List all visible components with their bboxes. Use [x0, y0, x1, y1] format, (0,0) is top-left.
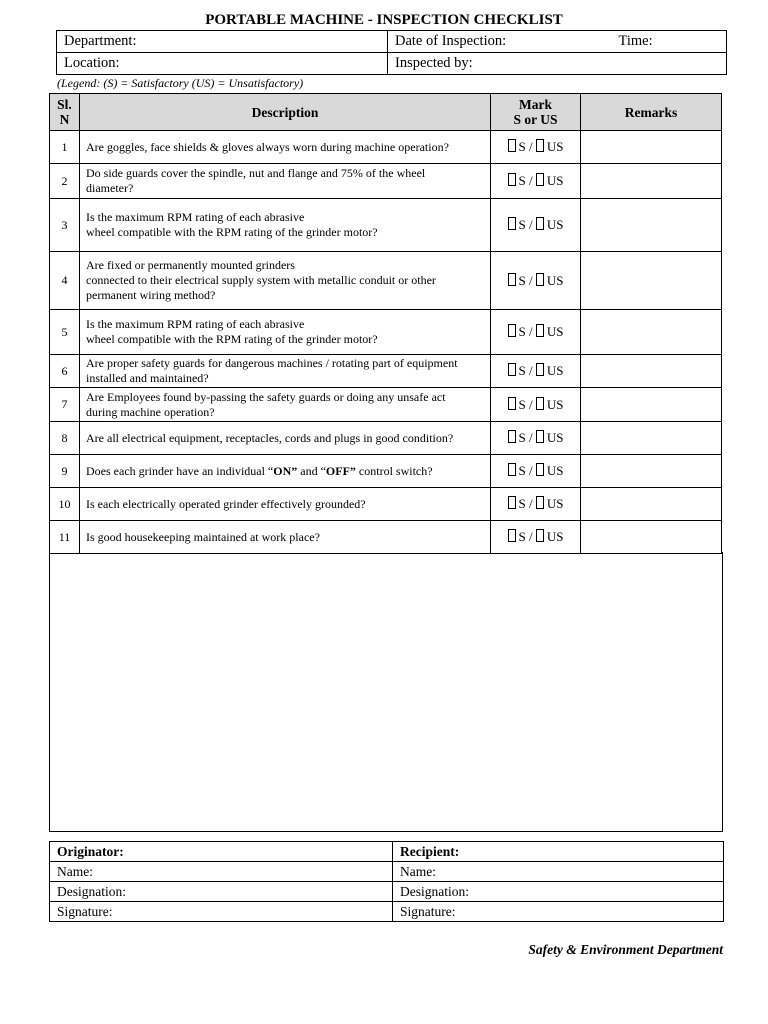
- row-description: [80, 355, 491, 388]
- remarks-cell[interactable]: [581, 422, 722, 455]
- row-description: [80, 521, 491, 554]
- unsatisfactory-checkbox[interactable]: [536, 139, 544, 152]
- location-field[interactable]: Location:: [57, 53, 388, 75]
- row-description: [80, 199, 491, 252]
- unsatisfactory-label: US: [546, 529, 564, 544]
- mark-cell: [491, 455, 581, 488]
- row-description: [80, 488, 491, 521]
- remarks-cell[interactable]: [581, 488, 722, 521]
- row-number: 9: [50, 455, 80, 488]
- row-description: [80, 164, 491, 199]
- originator-designation-field[interactable]: Designation:: [50, 882, 393, 902]
- satisfactory-label: S /: [518, 139, 533, 154]
- satisfactory-checkbox[interactable]: [508, 139, 516, 152]
- description-line: Are proper safety guards for dangerous machines / rotating part of equipment: [86, 356, 458, 370]
- recipient-designation-field[interactable]: Designation:: [393, 882, 724, 902]
- mark-cell: [491, 521, 581, 554]
- table-header-row: [50, 94, 722, 131]
- row-number: 1: [50, 131, 80, 164]
- table-row: [50, 355, 722, 388]
- table-row: [50, 521, 722, 554]
- satisfactory-label: S /: [518, 324, 533, 339]
- satisfactory-label: S /: [518, 173, 533, 188]
- department-note: Safety & Environment Department: [528, 942, 723, 957]
- description-line: during machine operation?: [86, 404, 215, 419]
- unsatisfactory-checkbox[interactable]: [536, 397, 544, 410]
- description-part: Does each grinder have an individual “: [86, 463, 274, 478]
- description-part: OFF”: [325, 463, 356, 478]
- row-number: 10: [50, 488, 80, 521]
- row-description: [80, 422, 491, 455]
- description-line: Are Employees found by-passing the safety guards or doing any unsafe act: [86, 389, 446, 404]
- unsatisfactory-label: US: [546, 173, 564, 188]
- unsatisfactory-checkbox[interactable]: [536, 324, 544, 337]
- description-line: Are all electrical equipment, receptacles, cords and plugs in good condition?: [86, 430, 454, 445]
- unsatisfactory-checkbox[interactable]: [536, 363, 544, 376]
- date-time-cell: [388, 31, 727, 53]
- description-line: Is each electrically operated grinder effectively grounded?: [86, 496, 366, 511]
- col-header-mark: Mark S or US: [491, 94, 581, 131]
- remarks-cell[interactable]: [581, 521, 722, 554]
- remarks-cell[interactable]: [581, 355, 722, 388]
- mark-cell: [491, 388, 581, 422]
- time-field[interactable]: Time:: [618, 33, 653, 49]
- recipient-name-field[interactable]: Name:: [393, 862, 724, 882]
- originator-label: Originator:: [50, 842, 393, 862]
- remarks-cell[interactable]: [581, 164, 722, 199]
- satisfactory-label: S /: [518, 272, 533, 288]
- description-line: Are fixed or permanently mounted grinders: [86, 258, 295, 272]
- satisfactory-label: S /: [518, 396, 533, 412]
- recipient-signature-field[interactable]: Signature:: [393, 902, 724, 922]
- satisfactory-label: S /: [518, 217, 533, 232]
- row-number: 5: [50, 310, 80, 355]
- signoff-table: [49, 841, 724, 922]
- originator-name-field[interactable]: Name:: [50, 862, 393, 882]
- description-line: permanent wiring method?: [86, 288, 216, 302]
- recipient-label: Recipient:: [393, 842, 724, 862]
- satisfactory-label: S /: [518, 363, 533, 378]
- legend-text: (Legend: (S) = Satisfactory (US) = Unsatisfactory): [57, 76, 304, 90]
- unsatisfactory-label: US: [546, 324, 564, 339]
- table-row: [50, 455, 722, 488]
- row-number: 3: [50, 199, 80, 252]
- unsatisfactory-label: US: [546, 396, 564, 412]
- row-number: 7: [50, 388, 80, 422]
- table-row: [50, 388, 722, 422]
- satisfactory-checkbox[interactable]: [508, 217, 516, 230]
- unsatisfactory-label: US: [546, 496, 564, 511]
- remarks-cell[interactable]: [581, 199, 722, 252]
- mark-cell: [491, 131, 581, 164]
- unsatisfactory-label: US: [546, 363, 564, 378]
- department-field[interactable]: Department:: [57, 31, 388, 53]
- description-line: wheel compatible with the RPM rating of the grinder motor?: [86, 225, 378, 239]
- col-header-description: Description: [80, 94, 491, 131]
- description-line: Is good housekeeping maintained at work place?: [86, 529, 320, 544]
- unsatisfactory-checkbox[interactable]: [536, 273, 544, 286]
- description-line: wheel compatible with the RPM rating of the grinder motor?: [86, 332, 378, 346]
- satisfactory-checkbox[interactable]: [508, 430, 516, 443]
- originator-signature-field[interactable]: Signature:: [50, 902, 393, 922]
- satisfactory-label: S /: [518, 496, 533, 511]
- table-row: [50, 164, 722, 199]
- row-description: [80, 310, 491, 355]
- mark-cell: [491, 252, 581, 310]
- mark-cell: [491, 488, 581, 521]
- inspected-by-field[interactable]: Inspected by:: [388, 53, 727, 75]
- remarks-cell[interactable]: [581, 252, 722, 310]
- unsatisfactory-checkbox[interactable]: [536, 529, 544, 542]
- satisfactory-checkbox[interactable]: [508, 463, 516, 476]
- mark-cell: [491, 422, 581, 455]
- unsatisfactory-label: US: [546, 272, 564, 288]
- satisfactory-checkbox[interactable]: [508, 363, 516, 376]
- table-row: [50, 422, 722, 455]
- satisfactory-checkbox[interactable]: [508, 173, 516, 186]
- unsatisfactory-checkbox[interactable]: [536, 463, 544, 476]
- row-description: [80, 131, 491, 164]
- mark-cell: [491, 164, 581, 199]
- unsatisfactory-label: US: [546, 463, 564, 478]
- remarks-cell[interactable]: [581, 131, 722, 164]
- row-number: 4: [50, 252, 80, 310]
- unsatisfactory-label: US: [546, 139, 564, 154]
- row-description: [80, 455, 491, 488]
- mark-cell: [491, 310, 581, 355]
- remarks-cell[interactable]: [581, 455, 722, 488]
- description-part: control switch?: [355, 463, 433, 478]
- description-line: connected to their electrical supply system with metallic conduit or other: [86, 273, 436, 287]
- description-line: Are goggles, face shields & gloves always worn during machine operation?: [86, 139, 449, 154]
- table-row: [50, 310, 722, 355]
- header-info-table: [56, 30, 727, 75]
- unsatisfactory-checkbox[interactable]: [536, 173, 544, 186]
- table-row: [50, 488, 722, 521]
- satisfactory-checkbox[interactable]: [508, 529, 516, 542]
- description-line: Is the maximum RPM rating of each abrasive: [86, 317, 305, 331]
- satisfactory-checkbox[interactable]: [508, 397, 516, 410]
- description-line: installed and maintained?: [86, 371, 209, 385]
- unsatisfactory-checkbox[interactable]: [536, 496, 544, 509]
- description-part: and “: [297, 463, 326, 478]
- satisfactory-checkbox[interactable]: [508, 496, 516, 509]
- description-line: diameter?: [86, 181, 134, 195]
- table-row: [50, 199, 722, 252]
- row-number: 11: [50, 521, 80, 554]
- checklist-table: [49, 93, 722, 554]
- description-line: Is the maximum RPM rating of each abrasive: [86, 210, 305, 224]
- unsatisfactory-label: US: [546, 430, 564, 445]
- row-description: [80, 388, 491, 422]
- unsatisfactory-checkbox[interactable]: [536, 430, 544, 443]
- col-header-remarks: Remarks: [581, 94, 722, 131]
- mark-cell: [491, 199, 581, 252]
- row-number: 6: [50, 355, 80, 388]
- satisfactory-checkbox[interactable]: [508, 324, 516, 337]
- satisfactory-checkbox[interactable]: [508, 273, 516, 286]
- row-description: [80, 252, 491, 310]
- satisfactory-label: S /: [518, 430, 533, 445]
- page-title: PORTABLE MACHINE - INSPECTION CHECKLIST: [205, 12, 563, 28]
- remarks-cell[interactable]: [581, 310, 722, 355]
- mark-cell: [491, 355, 581, 388]
- satisfactory-label: S /: [518, 463, 533, 478]
- unsatisfactory-checkbox[interactable]: [536, 217, 544, 230]
- row-number: 2: [50, 164, 80, 199]
- unsatisfactory-label: US: [546, 217, 564, 232]
- row-number: 8: [50, 422, 80, 455]
- col-header-sl: Sl. N: [50, 94, 80, 131]
- date-of-inspection-field[interactable]: Date of Inspection:: [395, 33, 507, 49]
- description-line: Do side guards cover the spindle, nut and flange and 75% of the wheel: [86, 166, 426, 180]
- description-part: ON”: [273, 463, 298, 478]
- notes-area[interactable]: [49, 552, 723, 832]
- remarks-cell[interactable]: [581, 388, 722, 422]
- table-row: [50, 252, 722, 310]
- satisfactory-label: S /: [518, 529, 533, 544]
- table-row: [50, 131, 722, 164]
